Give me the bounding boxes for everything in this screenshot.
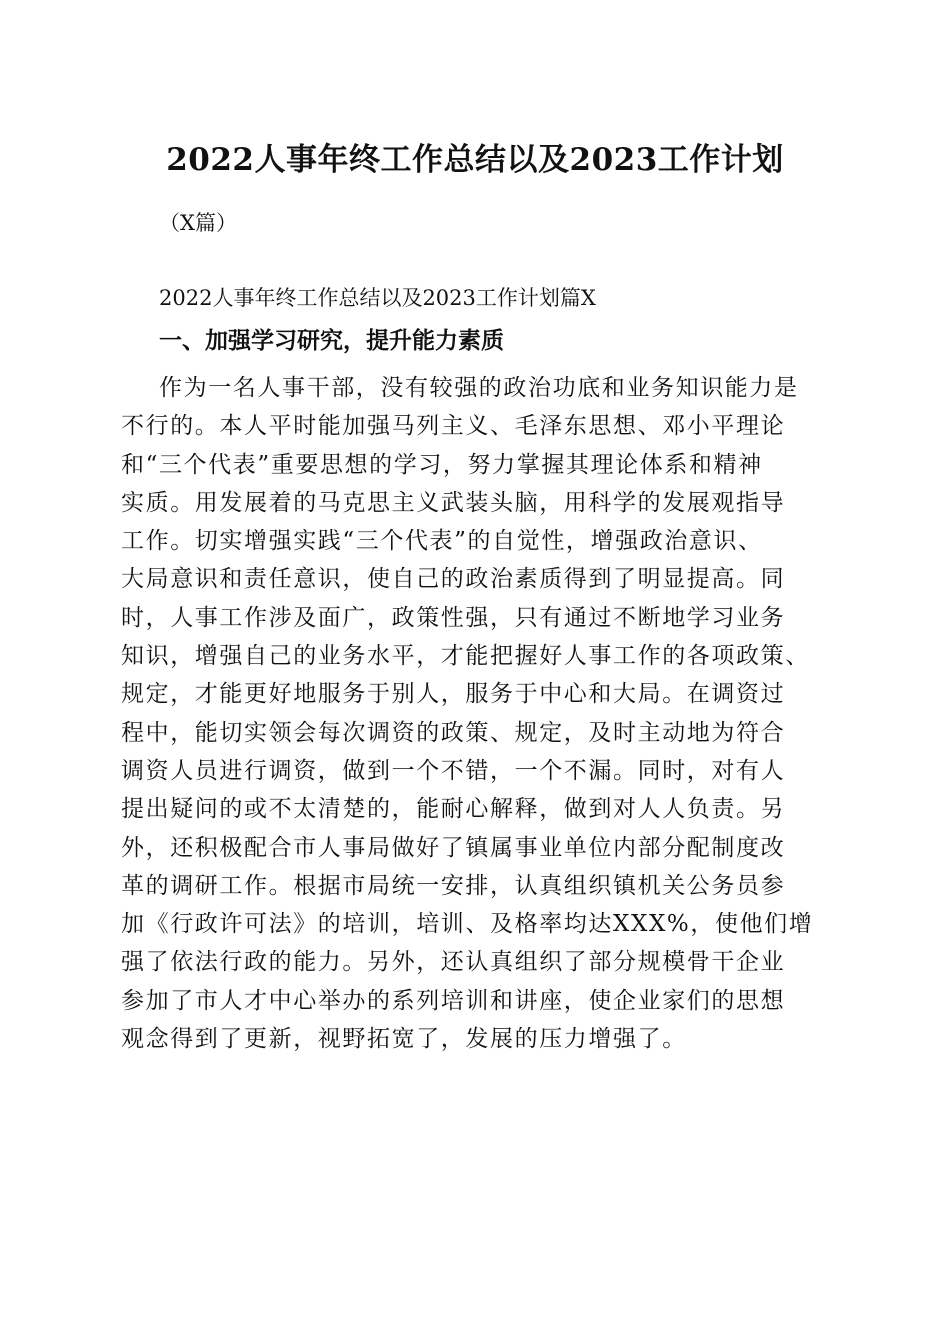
paragraph-line: 不行的。本人平时能加强马列主义、毛泽东思想、邓小平理论	[121, 413, 786, 440]
paragraph-line: 时，人事工作涉及面广，政策性强，只有通过不断地学习业务	[121, 604, 786, 631]
paragraph-line: 调资人员进行调资，做到一个不错，一个不漏。同时，对有人	[121, 757, 786, 784]
paragraph-line: 规定，才能更好地服务于别人，服务于中心和大局。在调资过	[121, 681, 786, 708]
section-heading: 一、加强学习研究，提升能力素质	[159, 328, 504, 354]
paragraph-line: 大局意识和责任意识，使自己的政治素质得到了明显提高。同	[121, 566, 786, 593]
paragraph-line: 强了依法行政的能力。另外，还认真组织了部分规模骨干企业	[121, 949, 786, 976]
paragraph-line: 加《行政许可法》的培训，培训、及格率均达XXX%，使他们增	[121, 911, 814, 938]
paragraph-line: 知识，增强自己的业务水平，才能把握好人事工作的各项政策、	[121, 643, 810, 670]
paragraph-line: 参加了市人才中心举办的系列培训和讲座，使企业家们的思想	[121, 987, 786, 1014]
paragraph-line: 程中，能切实领会每次调资的政策、规定，及时主动地为符合	[121, 719, 786, 746]
document-subtitle: 2022人事年终工作总结以及2023工作计划篇X	[159, 286, 596, 310]
paragraph-line: 作为一名人事干部，没有较强的政治功底和业务知识能力是	[159, 375, 799, 401]
document-title: 2022人事年终工作总结以及2023工作计划	[166, 142, 784, 178]
paragraph-line: 工作。切实增强实践“三个代表”的自觉性，增强政治意识、	[121, 528, 763, 555]
paragraph-line: 实质。用发展着的马克思主义武装头脑，用科学的发展观指导	[121, 489, 786, 516]
paragraph-line: 外，还积极配合市人事局做好了镇属事业单位内部分配制度改	[121, 834, 786, 861]
paragraph-line: 观念得到了更新，视野拓宽了，发展的压力增强了。	[121, 1026, 687, 1053]
paragraph-line: 提出疑问的或不太清楚的，能耐心解释，做到对人人负责。另	[121, 796, 786, 823]
paragraph-line: 和“三个代表”重要思想的学习，努力掌握其理论体系和精神	[121, 451, 763, 478]
document-note: （X篇）	[159, 211, 237, 235]
paragraph-line: 革的调研工作。根据市局统一安排，认真组织镇机关公务员参	[121, 872, 786, 899]
body-paragraph	[121, 369, 841, 1058]
